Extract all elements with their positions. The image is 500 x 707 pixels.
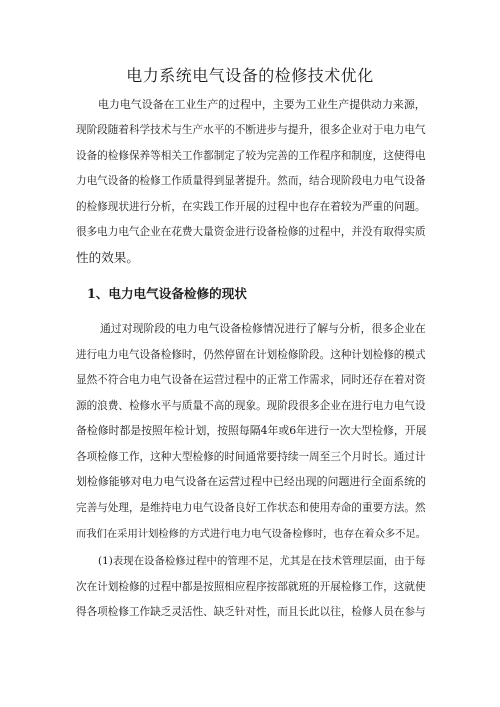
item-line: (1)表现在设备检修过程中的管理不足，尤其是在技术管理层面，由于每 [98, 555, 426, 567]
intro-line: 设备的检修保养等相关工作都制定了较为完善的工作程序和制度，这使得电 [76, 150, 426, 162]
section-line: 通过对现阶段的电力电气设备检修情况进行了解与分析，很多企业在 [100, 322, 426, 335]
section-heading: 1、电力电气设备检修的现状 [87, 286, 247, 301]
intro-line: 的检修现状进行分析，在实践工作开展的过程中也存在着较为严重的问题。 [76, 201, 426, 213]
section-line: 划检修能够对电力电气设备在运营过程中已经出现的问题进行全面系统的 [76, 475, 426, 488]
section-line: 备检修时都是按照年检计划，按照每隔4年或6年进行一次大型检修，开展 [76, 424, 427, 437]
intro-line: 现阶段随着科学技术与生产水平的不断进步与提升，很多企业对于电力电气 [76, 124, 426, 136]
section-line: 各项检修工作，这种大型检修的时间通常要持续一周至三个月时长。通过计 [76, 451, 426, 463]
document-title: 电力系统电气设备的检修技术优化 [126, 66, 374, 85]
intro-line: 很多电力电气企业在花费大量资金进行设备检修的过程中，并没有取得实质 [76, 226, 426, 238]
intro-line: 性的效果。 [76, 250, 139, 265]
intro-line: 力电气设备的检修工作质量得到显著提升。然而，结合现阶段电力电气设备 [76, 175, 426, 187]
section-line: 而我们在采用计划检修的方式进行电力电气设备检修时，也存在着众多不足。 [76, 528, 427, 540]
section-line: 显然不符合电力电气设备在运营过程中的正常工作需求，同时还存在着对资 [76, 374, 426, 386]
item-line: 得各项检修工作缺乏灵活性、缺乏针对性，而且长此以往，检修人员在参与 [76, 606, 426, 618]
item-line: 次在计划检修的过程中都是按照相应程序按部就班的开展检修工作，这就使 [76, 581, 426, 593]
section-line: 进行电力电气设备检修时，仍然停留在计划检修阶段。这种计划检修的模式 [76, 349, 426, 361]
intro-line: 电力电气设备在工业生产的过程中，主要为工业生产提供动力来源， [98, 98, 426, 111]
section-line: 完善与处理，是维持电力电气设备良好工作状态和使用寿命的重要方法。然 [76, 502, 426, 514]
section-line: 源的浪费、检修水平与质量不高的现象。现阶段很多企业在进行电力电气设 [76, 400, 426, 412]
